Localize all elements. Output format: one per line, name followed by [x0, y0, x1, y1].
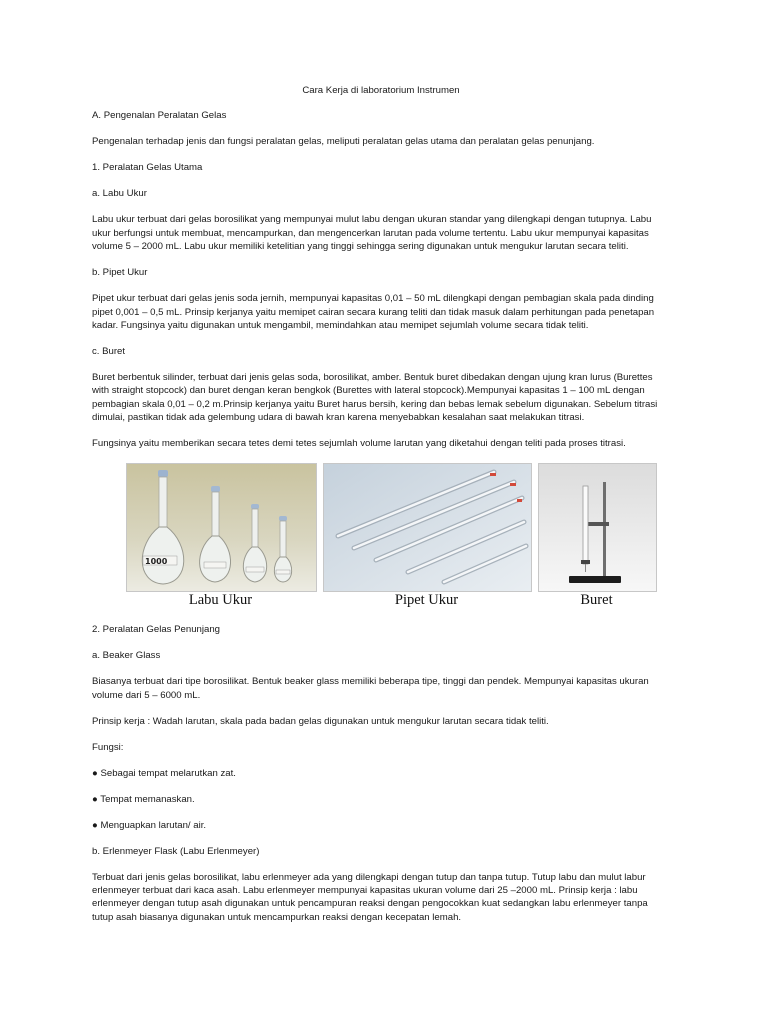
section-a-heading: A. Pengenalan Peralatan Gelas — [92, 110, 227, 122]
document-title: Cara Kerja di laboratorium Instrumen — [302, 85, 460, 96]
caption-labu-ukur: Labu Ukur — [188, 592, 253, 609]
erlenmeyer-paragraph: Terbuat dari jenis gelas borosilikat, labu erlenmeyer ada yang dilengkapi dengan tutup dan tanpa tutup. Tutup labu dan mulut labur erlenmeyer terbuat dari kaca asah. Labu erlenmeyer mempunyai kapasitas ukuran volume dari 25 –2000 mL. Prinsip kerja : labu erlenmeyer dengan tutup asah digunakan untuk pencampuran reaksi dengan pengocokkan kuat sedangkan labu erlenmeyer tanpa tutup asah biasanya digunakan untuk mencampurkan reaksi dengan kecepatan lemah. — [92, 871, 648, 923]
buret-heading: c. Buret — [92, 346, 126, 358]
beaker-prinsip-paragraph: Prinsip kerja : Wadah larutan, skala pada badan gelas digunakan untuk mengukur larutan secara tidak teliti. — [92, 715, 549, 727]
pipet-ukur-paragraph: Pipet ukur terbuat dari gelas jenis soda jernih, mempunyai kapasitas 0,01 – 50 mL dilengkapi dengan pembagian skala pada dinding pipet 0,001 – 0,5 mL. Prinsip kerjanya yaitu memipet cairan secara kurang teliti dan tidak masuk dalam perhitungan pada penetapan kadar. Fungsinya yaitu digunakan untuk mengambil, memindahkan atau memipet sejumlah volume secara tidak teliti. — [92, 293, 655, 332]
beaker-heading: a. Beaker Glass — [92, 650, 161, 662]
labu-ukur-photo — [126, 463, 317, 592]
document-page — [92, 84, 670, 937]
pipet-ukur-photo — [323, 463, 532, 592]
sub1-heading: 1. Peralatan Gelas Utama — [92, 162, 203, 174]
glassware-figure — [92, 463, 670, 613]
beaker-paragraph: Biasanya terbuat dari tipe borosilikat. Bentuk beaker glass memiliki beberapa tipe, tinggi dan pendek. Mempunyai kapasitas ukuran volume dari 5 – 6000 mL. — [92, 676, 649, 701]
pipet-ukur-heading: b. Pipet Ukur — [92, 267, 148, 279]
caption-pipet-ukur: Pipet Ukur — [394, 592, 459, 609]
labu-ukur-paragraph: Labu ukur terbuat dari gelas borosilikat yang mempunyai mulut labu dengan ukuran standar yang dilengkapi dengan tutupnya. Labu ukur berfungsi untuk membuat, mencampurkan, dan mengencerkan larutan pada volume tertentu. Labu ukur mempunyai kapasitas volume 5 – 2000 mL. Labu ukur memiliki ketelitian yang tinggi sehingga sering digunakan untuk mengukur larutan secara teliti. — [92, 214, 652, 253]
buret-paragraph: Buret berbentuk silinder, terbuat dari jenis gelas soda, borosilikat, amber. Bentuk buret dibedakan dengan ujung kran lurus (Burettes with straight stopcock) dan buret dengan keran bengkok (Burettes with lateral stopcock).Mempunyai kapasitas 1 – 100 mL dengan pembagian skala 0,01 – 0,2 m.Prinsip kerjanya yaitu Buret harus bersih, kering dan bebas lemak sebelum digunakan. Sebelum titrasi dimulai, pastikan tidak ada gelembung udara di bawah kran karena menyebabkan kesalahan saat melakukan titrasi. — [92, 372, 658, 424]
fungsi-label: Fungsi: — [92, 741, 124, 753]
buret-fungsi-paragraph: Fungsinya yaitu memberikan secara tetes demi tetes sejumlah volume larutan yang diketahui dengan teliti pada proses titrasi. — [92, 438, 626, 450]
fungsi-item: ● Tempat memanaskan. — [92, 793, 195, 805]
fungsi-item: ● Menguapkan larutan/ air. — [92, 819, 207, 831]
sub2-heading: 2. Peralatan Gelas Penunjang — [92, 624, 221, 636]
caption-buret: Buret — [580, 592, 613, 609]
labu-ukur-heading: a. Labu Ukur — [92, 188, 147, 200]
flask-volume-label: 1000 — [145, 557, 168, 567]
buret-photo — [538, 463, 657, 592]
erlenmeyer-heading: b. Erlenmeyer Flask (Labu Erlenmeyer) — [92, 845, 260, 857]
intro-paragraph: Pengenalan terhadap jenis dan fungsi peralatan gelas, meliputi peralatan gelas utama dan peralatan gelas penunjang. — [92, 136, 595, 148]
fungsi-item: ● Sebagai tempat melarutkan zat. — [92, 767, 236, 779]
